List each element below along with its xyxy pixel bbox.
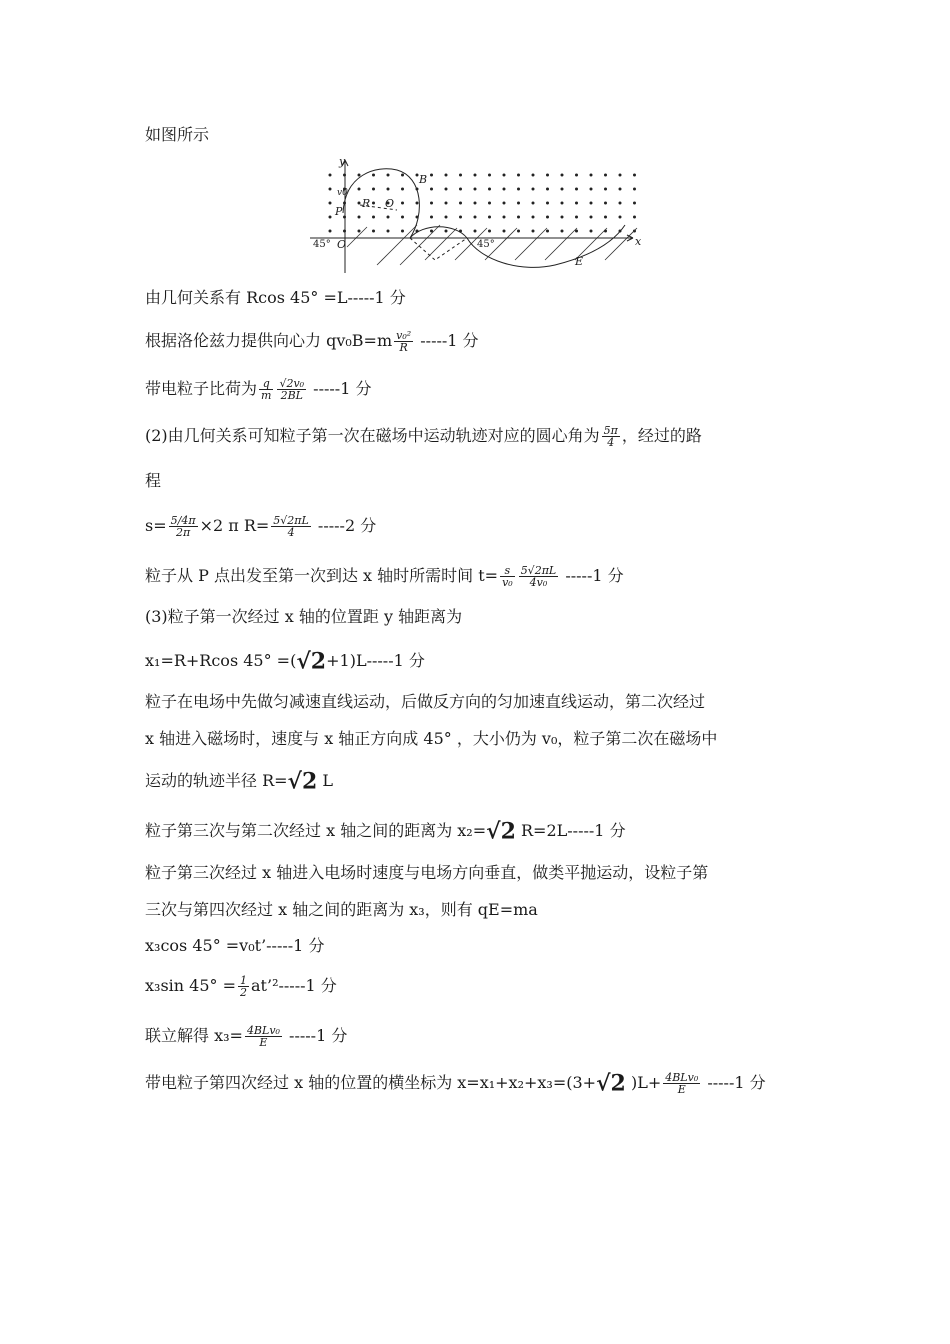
field-dot	[503, 216, 506, 219]
numerator: 5π	[603, 424, 618, 437]
field-dot	[488, 230, 491, 233]
label-b: B	[419, 173, 428, 186]
denominator: 4	[287, 526, 295, 539]
text-line-12	[145, 770, 333, 793]
text-segment: -----1 分	[560, 566, 624, 585]
label-origin: O	[337, 238, 347, 251]
field-dot	[329, 216, 332, 219]
field-dot	[488, 188, 491, 191]
text-line-9	[145, 650, 425, 673]
field-dot	[532, 202, 535, 205]
field-dot	[474, 216, 477, 219]
field-dot	[445, 188, 448, 191]
field-dot	[372, 202, 375, 205]
text-line-3	[145, 378, 371, 401]
fraction	[277, 378, 306, 401]
field-dot	[387, 174, 390, 177]
field-dot	[358, 202, 361, 205]
field-dot	[604, 188, 607, 191]
text-segment: ，经过的路	[621, 426, 702, 445]
field-dot	[416, 202, 419, 205]
field-dot	[604, 216, 607, 219]
field-dot	[488, 216, 491, 219]
field-dot	[430, 216, 433, 219]
denominator: v₀	[502, 576, 513, 589]
field-dot	[532, 188, 535, 191]
numerator: 5/4π	[170, 514, 196, 527]
fraction	[238, 975, 249, 998]
physics-diagram	[305, 155, 650, 275]
label-angle-left: 45°	[313, 239, 331, 250]
text-segment: x₃sin 45° =	[145, 976, 237, 995]
field-dot	[372, 174, 375, 177]
field-dot	[590, 188, 593, 191]
field-dot	[387, 216, 390, 219]
fraction	[169, 515, 198, 538]
field-dot	[474, 202, 477, 205]
field-dot	[474, 230, 477, 233]
text-line-5: 程	[145, 471, 162, 490]
numerator: 4BLv₀	[665, 1071, 699, 1084]
text-line-16: x₃cos 45° =v₀t’-----1 分	[145, 936, 325, 955]
label-e: E	[575, 255, 584, 268]
field-dot	[561, 202, 564, 205]
field-dot	[546, 174, 549, 177]
text-segment: s=	[145, 516, 167, 535]
field-dot	[619, 174, 622, 177]
label-angle-right: 45°	[477, 239, 495, 250]
text-segment: L	[317, 771, 334, 790]
field-dot	[633, 202, 636, 205]
field-dot	[517, 174, 520, 177]
field-dot	[619, 216, 622, 219]
text-line-10: 粒子在电场中先做匀减速直线运动，后做反方向的匀加速直线运动，第二次经过	[145, 692, 706, 711]
label-v0: v0	[337, 188, 348, 198]
numerator: 1	[240, 974, 248, 987]
field-dot	[633, 188, 636, 191]
text-segment: -----1 分	[283, 1026, 348, 1045]
text-line-18	[145, 1025, 347, 1048]
field-dot	[474, 188, 477, 191]
field-dot	[459, 174, 462, 177]
denominator: 2BL	[280, 389, 303, 402]
field-dot	[590, 202, 593, 205]
field-dot	[503, 230, 506, 233]
text-segment: 带电粒子第四次经过 x 轴的位置的横坐标为 x=x₁+x₂+x₃=(3+	[145, 1073, 597, 1092]
text-segment: 粒子第三次与第二次经过 x 轴之间的距离为 x₂=	[145, 821, 487, 840]
field-dot	[329, 174, 332, 177]
text-segment: 联立解得 x₃=	[145, 1026, 243, 1045]
field-dot	[459, 216, 462, 219]
field-dot	[358, 174, 361, 177]
field-dot	[401, 174, 404, 177]
denominator: E	[677, 1083, 686, 1096]
denominator: m	[261, 389, 272, 402]
text-line-4	[145, 425, 702, 448]
text-segment: -----1 分	[702, 1073, 766, 1092]
text-segment: -----2 分	[312, 516, 377, 535]
numerator: s	[500, 565, 515, 577]
denominator: 2	[240, 986, 248, 999]
sqrt-symbol: √2	[287, 768, 318, 795]
text-segment: )L+	[625, 1073, 662, 1092]
text-segment: 粒子从 P 点出发至第一次到达 x 轴时所需时间 t=	[145, 566, 499, 585]
field-dot	[546, 202, 549, 205]
field-dot	[387, 230, 390, 233]
field-dot	[575, 188, 578, 191]
label-p: P	[335, 205, 343, 218]
field-dot	[372, 230, 375, 233]
fraction	[394, 330, 413, 353]
field-dot	[561, 188, 564, 191]
text-segment: at’²-----1 分	[251, 976, 337, 995]
text-segment: -----1 分	[308, 379, 372, 398]
magnetic-field-dots	[329, 174, 637, 233]
text-line-19	[145, 1072, 766, 1095]
field-dot	[561, 216, 564, 219]
numerator: 4BLv₀	[246, 1024, 280, 1037]
sqrt-symbol: √2	[296, 648, 327, 675]
text-line-2	[145, 330, 479, 353]
text-line-17	[145, 975, 337, 998]
field-dot	[430, 188, 433, 191]
fraction	[519, 565, 559, 588]
field-dot	[546, 216, 549, 219]
text-line-7	[145, 565, 624, 588]
fraction	[259, 378, 273, 401]
text-line-6	[145, 515, 376, 538]
field-dot	[575, 216, 578, 219]
field-dot	[532, 216, 535, 219]
sqrt-symbol: √2	[486, 818, 516, 845]
field-dot	[488, 174, 491, 177]
field-dot	[401, 188, 404, 191]
text-segment: x₁=R+Rcos 45° =(	[145, 651, 297, 670]
field-dot	[575, 174, 578, 177]
numerator: √2v₀	[279, 377, 305, 390]
denominator: R	[399, 341, 408, 354]
text-segment: -----1 分	[415, 331, 479, 350]
field-dot	[503, 202, 506, 205]
fraction	[602, 425, 620, 448]
field-dot	[517, 216, 520, 219]
text-line-13	[145, 820, 626, 843]
field-dot	[503, 174, 506, 177]
field-dot	[561, 174, 564, 177]
field-dot	[358, 216, 361, 219]
sqrt-symbol: √2	[596, 1070, 626, 1097]
numerator: v₀²	[396, 329, 412, 342]
field-dot	[459, 188, 462, 191]
field-dot	[546, 188, 549, 191]
field-dot	[619, 188, 622, 191]
fraction	[245, 1025, 282, 1048]
field-dot	[517, 188, 520, 191]
field-dot	[430, 202, 433, 205]
field-dot	[329, 202, 332, 205]
text-segment: 运动的轨迹半径 R=	[145, 771, 288, 790]
field-dot	[474, 174, 477, 177]
field-dot	[445, 216, 448, 219]
field-dot	[590, 216, 593, 219]
field-dot	[372, 188, 375, 191]
text-line-15: 三次与第四次经过 x 轴之间的距离为 x₃，则有 qE=ma	[145, 900, 538, 919]
field-dot	[503, 188, 506, 191]
field-dot	[590, 230, 593, 233]
fraction	[663, 1072, 700, 1095]
field-dot	[329, 230, 332, 233]
field-dot	[532, 174, 535, 177]
denominator: E	[259, 1036, 268, 1049]
field-dot	[445, 202, 448, 205]
text-line-14: 粒子第三次经过 x 轴进入电场时速度与电场方向垂直，做类平抛运动，设粒子第	[145, 863, 709, 882]
field-dot	[517, 230, 520, 233]
field-dot	[445, 174, 448, 177]
field-dot	[532, 230, 535, 233]
field-dot	[604, 202, 607, 205]
text-segment: ×2 π R=	[199, 516, 270, 535]
text-segment: R=2L-----1 分	[515, 821, 626, 840]
fraction	[500, 565, 515, 588]
field-dot	[358, 230, 361, 233]
denominator: 4	[607, 436, 615, 449]
field-dot	[546, 230, 549, 233]
field-dot	[372, 216, 375, 219]
field-dot	[604, 174, 607, 177]
label-r: R	[362, 197, 371, 210]
text-line-1: 由几何关系有 Rcos 45° =L-----1 分	[145, 288, 406, 307]
field-dot	[488, 202, 491, 205]
denominator: 2π	[175, 526, 191, 539]
field-dot	[459, 202, 462, 205]
field-dot	[561, 230, 564, 233]
label-o1: O	[385, 197, 395, 210]
text-segment: +1)L-----1 分	[326, 651, 425, 670]
field-dot	[619, 202, 622, 205]
intro-text: 如图所示	[145, 125, 210, 144]
field-dot	[590, 174, 593, 177]
text-segment: 带电粒子比荷为	[145, 379, 258, 398]
field-dot	[401, 230, 404, 233]
text-line-11: x 轴进入磁场时，速度与 x 轴正方向成 45° ，大小仍为 v₀，粒子第二次在磁场中	[145, 729, 718, 748]
numerator: q	[259, 378, 273, 390]
field-dot	[358, 188, 361, 191]
field-dot	[401, 202, 404, 205]
field-dot	[430, 174, 433, 177]
field-dot	[401, 216, 404, 219]
field-dot	[633, 174, 636, 177]
text-line-8: (3)粒子第一次经过 x 轴的位置距 y 轴距离为	[145, 607, 463, 626]
fraction	[271, 515, 311, 538]
label-x: x	[635, 235, 642, 248]
label-y: y	[339, 155, 346, 168]
field-dot	[329, 188, 332, 191]
text-segment: (2)由几何关系可知粒子第一次在磁场中运动轨迹对应的圆心角为	[145, 426, 600, 445]
text-segment: 根据洛伦兹力提供向心力 qv₀B=m	[145, 331, 393, 350]
field-dot	[445, 230, 448, 233]
field-dot	[517, 202, 520, 205]
numerator: 5√2πL	[273, 514, 309, 527]
denominator: 4v₀	[529, 576, 548, 589]
numerator: 5√2πL	[520, 564, 557, 577]
field-dot	[575, 202, 578, 205]
field-dot	[387, 188, 390, 191]
field-dot	[633, 216, 636, 219]
